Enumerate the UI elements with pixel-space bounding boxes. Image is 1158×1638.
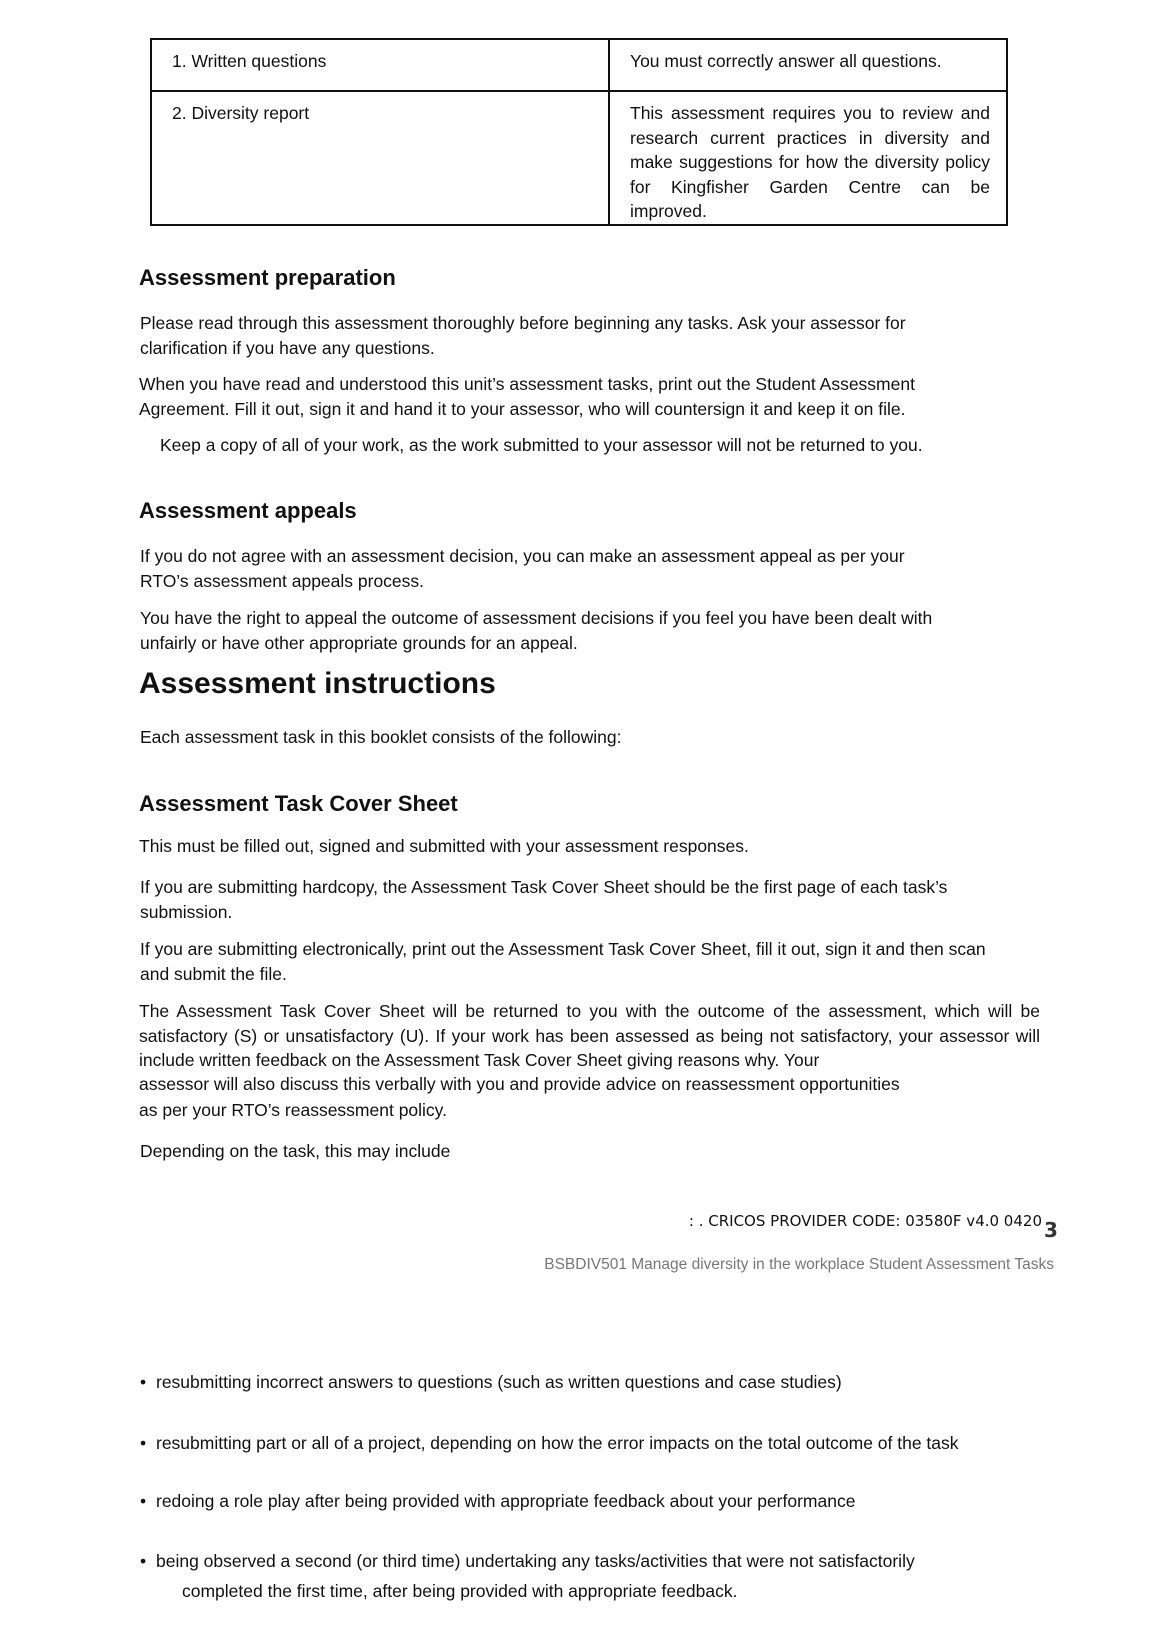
footer-document-title: BSBDIV501 Manage diversity in the workplace Student Assessment Tasks	[544, 1256, 1054, 1273]
cricos-provider-code: : . CRICOS PROVIDER CODE: 03580F v4.0 0420	[688, 1212, 1042, 1230]
bullet-icon: •	[140, 1491, 147, 1511]
instructions-heading: Assessment instructions	[139, 667, 496, 700]
preparation-heading: Assessment preparation	[139, 265, 396, 290]
preparation-paragraph-2: When you have read and understood this unit’s assessment tasks, print out the Student Assessment Agreement. Fill it out, sign it and hand it to your assessor, who will countersign it and keep it on file.	[139, 374, 915, 419]
table-row	[151, 39, 1007, 91]
requirement-cell: This assessment requires you to review and research current practices in diversity and make suggestions for how the diversity policy for Kingfisher Garden Centre can be improved.	[609, 91, 1007, 225]
task-cell: 2. Diversity report	[151, 91, 609, 225]
list-item-text: redoing a role play after being provided with appropriate feedback about your performance	[156, 1491, 856, 1511]
requirement-cell: You must correctly answer all questions.	[609, 39, 1007, 91]
list-item-text: being observed a second (or third time) undertaking any tasks/activities that were not satisfactorily	[156, 1551, 915, 1571]
appeals-paragraph-2: You have the right to appeal the outcome of assessment decisions if you feel you have been dealt with unfairly or have other appropriate grounds for an appeal.	[140, 608, 933, 653]
cover-sheet-paragraph-3: If you are submitting electronically, print out the Assessment Task Cover Sheet, fill it out, sign it and then scan and submit the file.	[140, 939, 986, 984]
table-row	[151, 91, 1007, 225]
cover-sheet-paragraph-5: Depending on the task, this may include	[140, 1141, 451, 1161]
preparation-paragraph-3: Keep a copy of all of your work, as the work submitted to your assessor will not be returned to you.	[160, 435, 923, 455]
list-item-text: resubmitting part or all of a project, depending on how the error impacts on the total outcome of the task	[156, 1433, 959, 1453]
list-item	[140, 1549, 915, 1574]
assessment-requirements-table	[150, 38, 1008, 226]
bullet-icon: •	[140, 1551, 147, 1571]
appeals-heading: Assessment appeals	[139, 498, 357, 523]
cover-sheet-paragraph-1: This must be filled out, signed and submitted with your assessment responses.	[139, 836, 749, 856]
list-item	[140, 1370, 842, 1395]
cover-sheet-paragraph-4-continued: assessor will also discuss this verbally with you and provide advice on reassessment opportunities	[139, 1074, 900, 1094]
task-cell: 1. Written questions	[151, 39, 609, 91]
cover-sheet-paragraph-4-end: as per your RTO’s reassessment policy.	[139, 1100, 447, 1120]
page-number: 3	[1044, 1218, 1058, 1242]
appeals-paragraph-1: If you do not agree with an assessment decision, you can make an assessment appeal as per your RTO’s assessment appeals process.	[140, 546, 905, 591]
preparation-paragraph-1: Please read through this assessment thoroughly before beginning any tasks. Ask your assessor for clarification if you have any questions.	[140, 313, 906, 358]
cover-sheet-paragraph-2: If you are submitting hardcopy, the Assessment Task Cover Sheet should be the first page of each task’s submission.	[140, 877, 948, 922]
list-item-text: resubmitting incorrect answers to questions (such as written questions and case studies)	[156, 1372, 842, 1392]
list-item	[140, 1431, 959, 1456]
bullet-icon: •	[140, 1433, 147, 1453]
instructions-paragraph: Each assessment task in this booklet consists of the following:	[140, 727, 622, 747]
cover-sheet-paragraph-4: The Assessment Task Cover Sheet will be returned to you with the outcome of the assessment, which will be satisfactory (S) or unsatisfactory (U). If your work has been assessed as being not satisfactory, your assessor will include written feedback on the Assessment Task Cover Sheet giving reasons why. Your	[139, 1001, 1040, 1070]
bullet-icon: •	[140, 1372, 147, 1392]
list-item	[140, 1489, 855, 1514]
list-item-continued: completed the first time, after being provided with appropriate feedback.	[182, 1581, 738, 1601]
cover-sheet-heading: Assessment Task Cover Sheet	[139, 791, 458, 816]
